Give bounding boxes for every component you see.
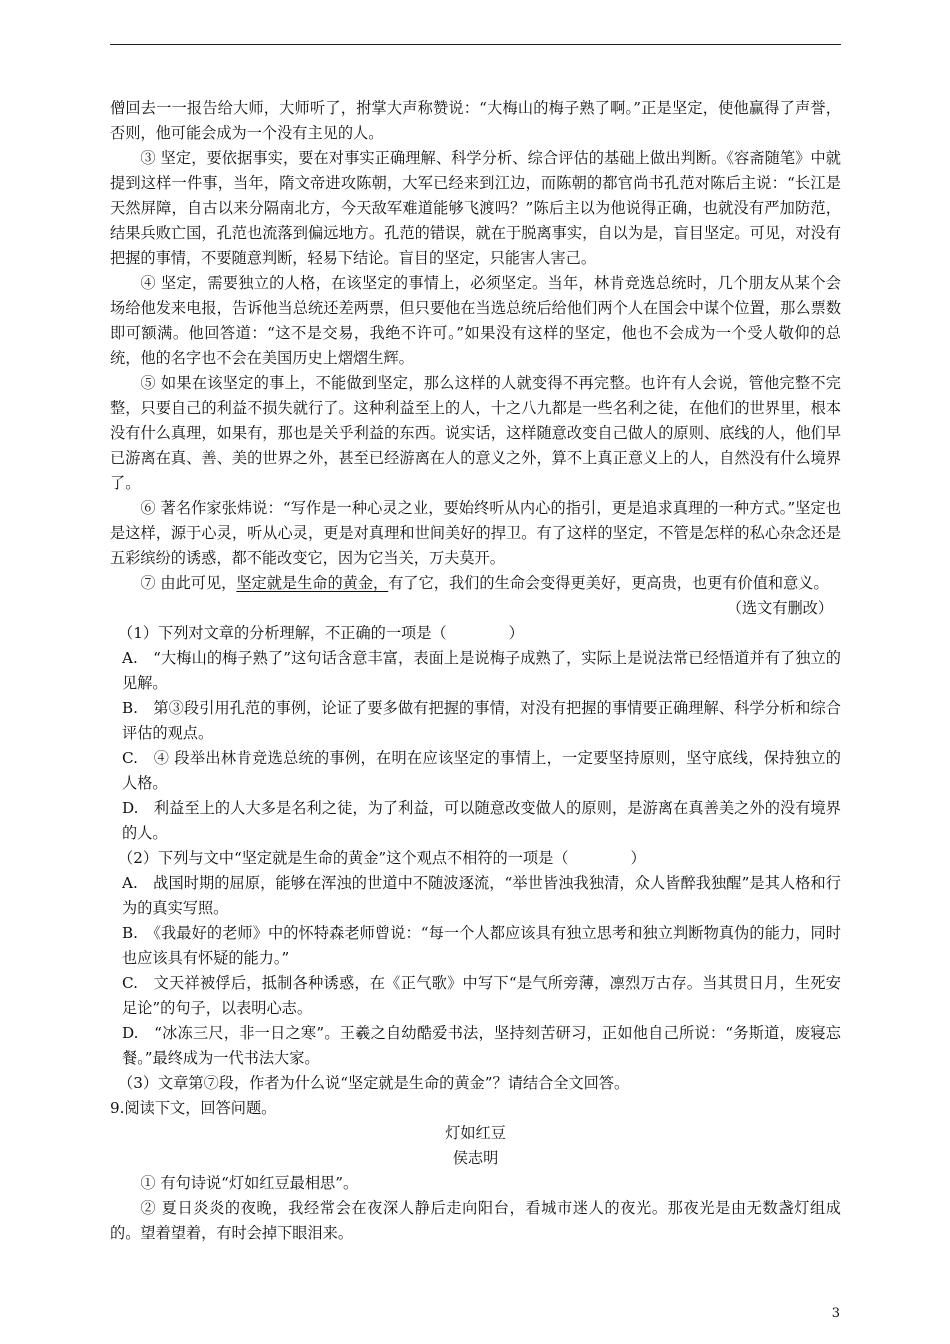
header-rule [110,44,841,45]
question-3: （3）文章第⑦段，作者为什么说“坚定就是生命的黄金”？请结合全文回答。 [118,1074,630,1092]
article-author: 侯志明 [452,1149,499,1167]
q1-option-d: D. 利益至上的人大多是名利之徒，为了利益，可以随意改变做人的原则，是游离在真善美之外的没有境界的人。 [122,799,841,842]
q1-option-b: B. 第③段引用孔范的事例，论证了要多做有把握的事情，对没有把握的事情要正确理解、科学分析和综合评估的观点。 [122,699,841,742]
q2-stem-text: （2）下列与文中“坚定就是生命的黄金”这个观点不相符的一项是（ [118,849,569,867]
source-note: （选文有删改） [726,599,833,617]
q1-stem-text: （1）下列对文章的分析理解，不正确的一项是（ [118,624,447,642]
article-paragraph-2: ② 夏日炎炎的夜晚，我经常会在夜深人静后走向阳台，看城市迷人的夜光。那夜光是由无数盏灯组成的。望着望着，有时会掉下眼泪来。 [110,1199,841,1242]
section-9-heading: 9.阅读下文，回答问题。 [110,1099,277,1117]
question-2-stem [110,846,841,871]
article-title: 灯如红豆 [445,1124,506,1142]
p7-post: 有了它，我们的生命会变得更美好，更高贵，也更有价值和意义。 [388,574,829,592]
q1-stem-close: ） [508,624,524,642]
p7-pre: ⑦ 由此可见， [140,574,237,592]
q1-option-c: C. ④ 段举出林肯竞选总统的事例，在明在应该坚定的事情上，一定要坚持原则，坚守底线，保持独立的人格。 [122,749,841,792]
paragraph-3: ③ 坚定，要依据事实，要在对事实正确理解、科学分析、综合评估的基础上做出判断。《容斋随笔》中就提到这样一件事，当年，隋文帝进攻陈朝，大军已经来到江边，而陈朝的都官尚书孔范对陈后主说：“长江是天然屏障，自古以来分隔南北方，今天敌军难道能够飞渡吗？”陈后主以为他说得正确，也就没有严加防范，结果兵败亡国，孔范也流落到偏远地方。孔范的错误，就在于脱离事实，自以为是，盲目坚定。可见，对没有把握的事情，不要随意判断，轻易下结论。盲目的坚定，只能害人害己。 [110,149,841,267]
p7-underlined-thesis: 坚定就是生命的黄金， [236,574,389,592]
paragraph-4: ④ 坚定，需要独立的人格，在该坚定的事情上，必须坚定。当年，林肯竞选总统时，几个朋友从某个会场给他发来电报，告诉他当总统还差两票，但只要他在当选总统后给他们两个人在国会中谋个位置，那么票数即可额满。他回答道：“这不是交易，我绝不许可。”如果没有这样的坚定，他也不会成为一个受人敬仰的总统，他的名字也不会在美国历史上熠熠生辉。 [110,274,841,367]
intro-paragraph: 僧回去一一报告给大师，大师听了，拊掌大声称赞说：“大梅山的梅子熟了啊。”正是坚定，使他赢得了声誉，否则，他可能会成为一个没有主见的人。 [110,99,841,142]
page-number: 3 [831,1306,840,1321]
q2-stem-close: ） [630,849,646,867]
page-content [110,96,841,1246]
paragraph-7 [110,571,841,596]
article-paragraph-1: ① 有句诗说“灯如红豆最相思”。 [140,1174,359,1192]
question-1-stem [110,621,841,646]
q2-option-d: D. “冰冻三尺，非一日之寒”。王羲之自幼酷爱书法，坚持刻苦研习，正如他自己所说：“务斯道，废寝忘餐。”最终成为一代书法大家。 [122,1024,841,1067]
q1-option-a: A. “大梅山的梅子熟了”这句话含意丰富，表面上是说梅子成熟了，实际上是说法常已经悟道并有了独立的见解。 [122,649,841,692]
q2-option-a: A. 战国时期的屈原，能够在浑浊的世道中不随波逐流，“举世皆浊我独清，众人皆醉我独醒”是其人格和行为的真实写照。 [122,874,841,917]
q2-option-c: C. 文天祥被俘后，抵制各种诱惑，在《正气歌》中写下“是气所旁薄，凛烈万古存。当其贯日月，生死安足论”的句子，以表明心志。 [122,974,841,1017]
paragraph-5: ⑤ 如果在该坚定的事上，不能做到坚定，那么这样的人就变得不再完整。也许有人会说，管他完整不完整，只要自己的利益不损失就行了。这种利益至上的人，十之八九都是一些名利之徒，在他们的世界里，根本没有什么真理，如果有，那也是关乎利益的东西。说实话，这样随意改变自己做人的原则、底线的人，他们早已游离在真、善、美的世界之外，甚至已经游离在人的意义之外，算不上真正意义上的人，自然没有什么境界了。 [110,374,841,492]
q2-option-b: B. 《我最好的老师》中的怀特森老师曾说：“每一个人都应该具有独立思考和独立判断物真伪的能力，同时也应该具有怀疑的能力。” [122,924,841,967]
paragraph-6: ⑥ 著名作家张炜说：“写作是一种心灵之业，要始终听从内心的指引，更是追求真理的一种方式。”坚定也是这样，源于心灵，听从心灵，更是对真理和世间美好的捍卫。有了这样的坚定，不管是怎样的私心杂念还是五彩缤纷的诱惑，都不能改变它，因为它当关，万夫莫开。 [110,499,841,567]
